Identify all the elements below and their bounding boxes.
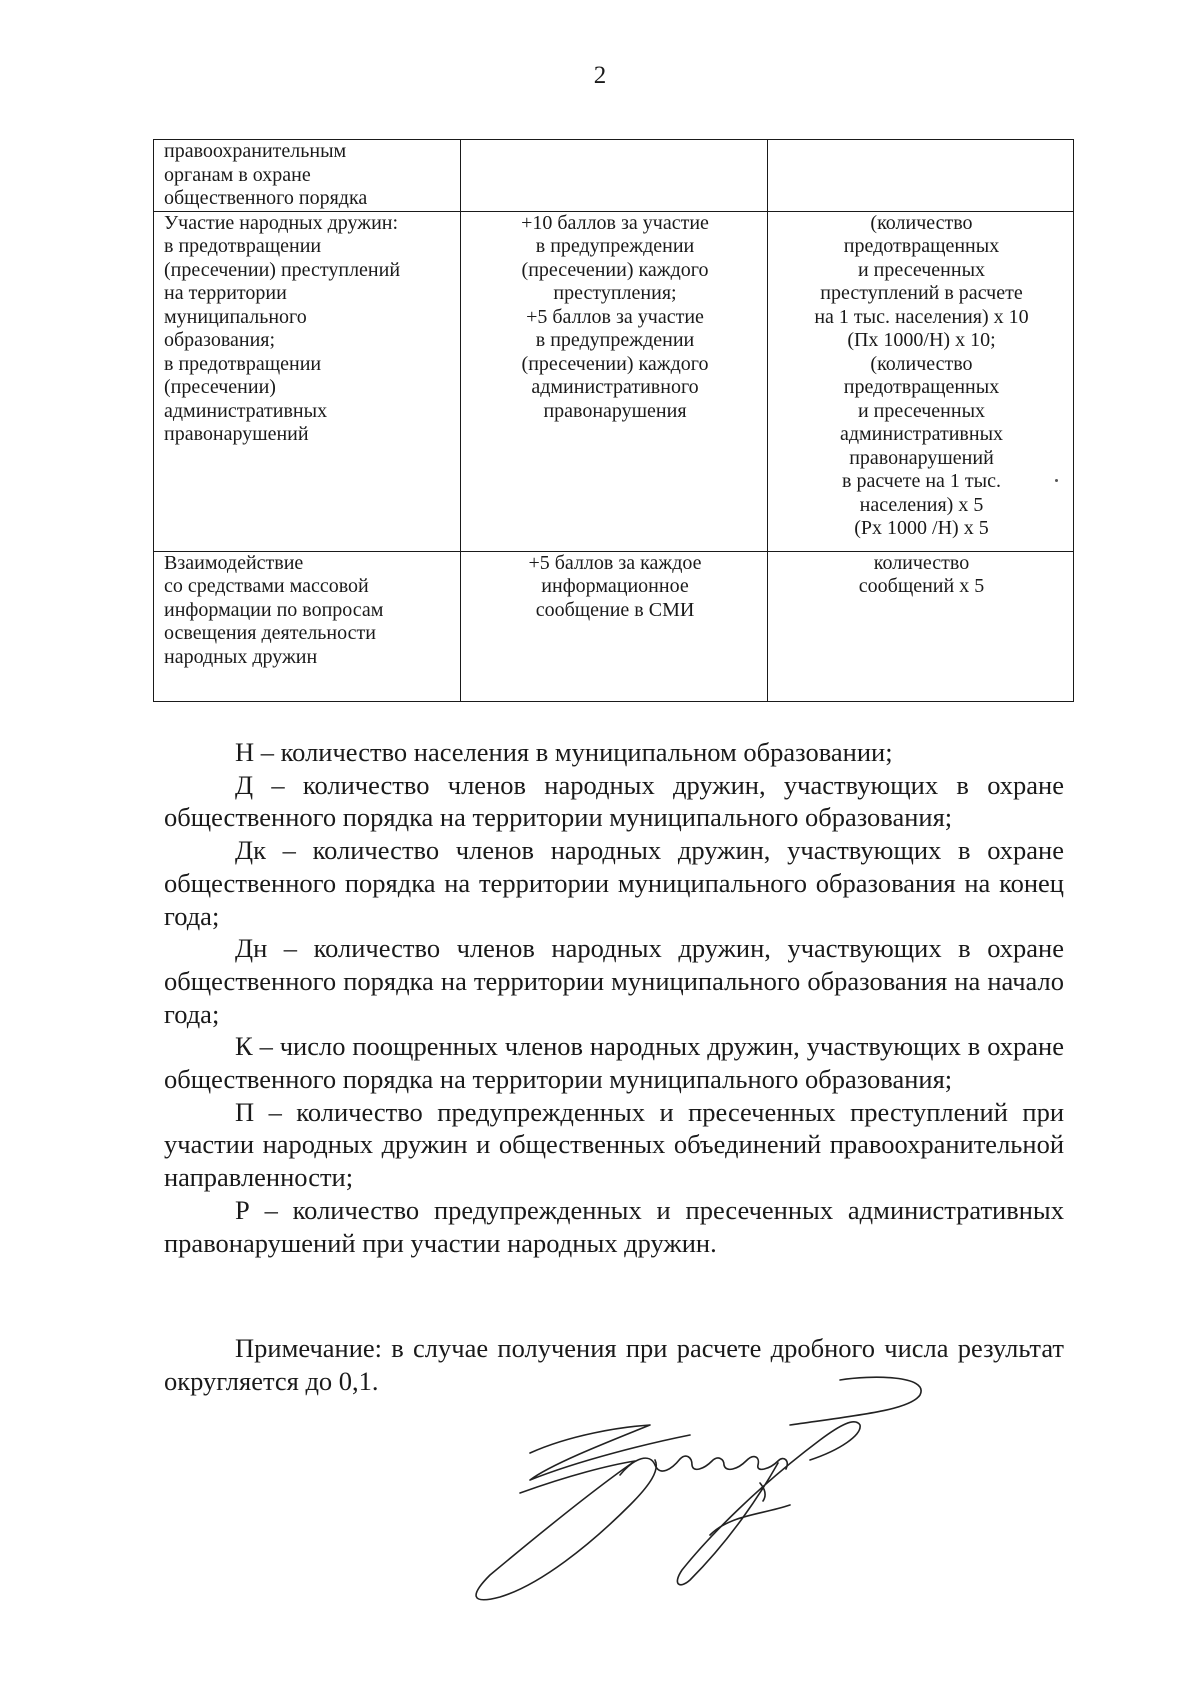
table-cell-formula [768,140,1074,212]
legend-item: К – число поощренных членов народных дружин, участвующих в охране общественного порядка на территории муниципального образования; [164,1031,1064,1095]
table-row [154,551,1074,701]
legend [164,736,1064,1259]
legend-item: Дн – количество членов народных дружин, участвующих в охране общественного порядка на территории муниципального образования на начало года; [164,933,1064,1029]
table-cell-formula: (количество предотвращенных и пресеченных преступлений в расчете на 1 тыс. населения) х 10 (Пх 1000/Н) х 10; (количество предотвращенных и пресеченных административных правонарушений в расчете на 1 тыс. населения) х 5 (Рх 1000 /Н) х 5 [768,211,1074,551]
criteria-table [153,139,1074,702]
table-cell-criterion: правоохранительным органам в охране общественного порядка [154,140,461,212]
legend-item: Н – количество населения в муниципальном образовании; [235,737,893,767]
table-row [154,140,1074,212]
table-cell-formula: количество сообщений х 5 [768,551,1074,701]
table-cell-points: +5 баллов за каждое информационное сообщение в СМИ [461,551,768,701]
legend-item: Р – количество предупрежденных и пресеченных административных правонарушений при участии народных дружин. [164,1194,1064,1258]
note-text: Примечание: в случае получения при расчете дробного числа результат округляется до 0,1. [164,1333,1064,1396]
stray-dot [1055,479,1058,482]
table-row [154,211,1074,551]
legend-item: П – количество предупрежденных и пресеченных преступлений при участии народных дружин и общественных объединений правоохранительной направленности; [164,1096,1064,1193]
page-number: 2 [593,62,607,89]
legend-item: Дк – количество членов народных дружин, участвующих в охране общественного порядка на территории муниципального образования на конец года; [164,835,1064,931]
table-cell-criterion: Взаимодействие со средствами массовой информации по вопросам освещения деятельности народных дружин [154,551,461,701]
table-cell-points: +10 баллов за участие в предупреждении (пресечении) каждого преступления; +5 баллов за участие в предупреждении (пресечении) каждого административного правонарушения [461,211,768,551]
signature [460,1365,940,1605]
legend-item: Д – количество членов народных дружин, участвующих в охране общественного порядка на территории муниципального образования; [164,769,1064,833]
table-cell-points [461,140,768,212]
table-cell-criterion: Участие народных дружин: в предотвращении (пресечении) преступлений на территории муниципального образования; в предотвращении (пресечении) административных правонарушений [154,211,461,551]
